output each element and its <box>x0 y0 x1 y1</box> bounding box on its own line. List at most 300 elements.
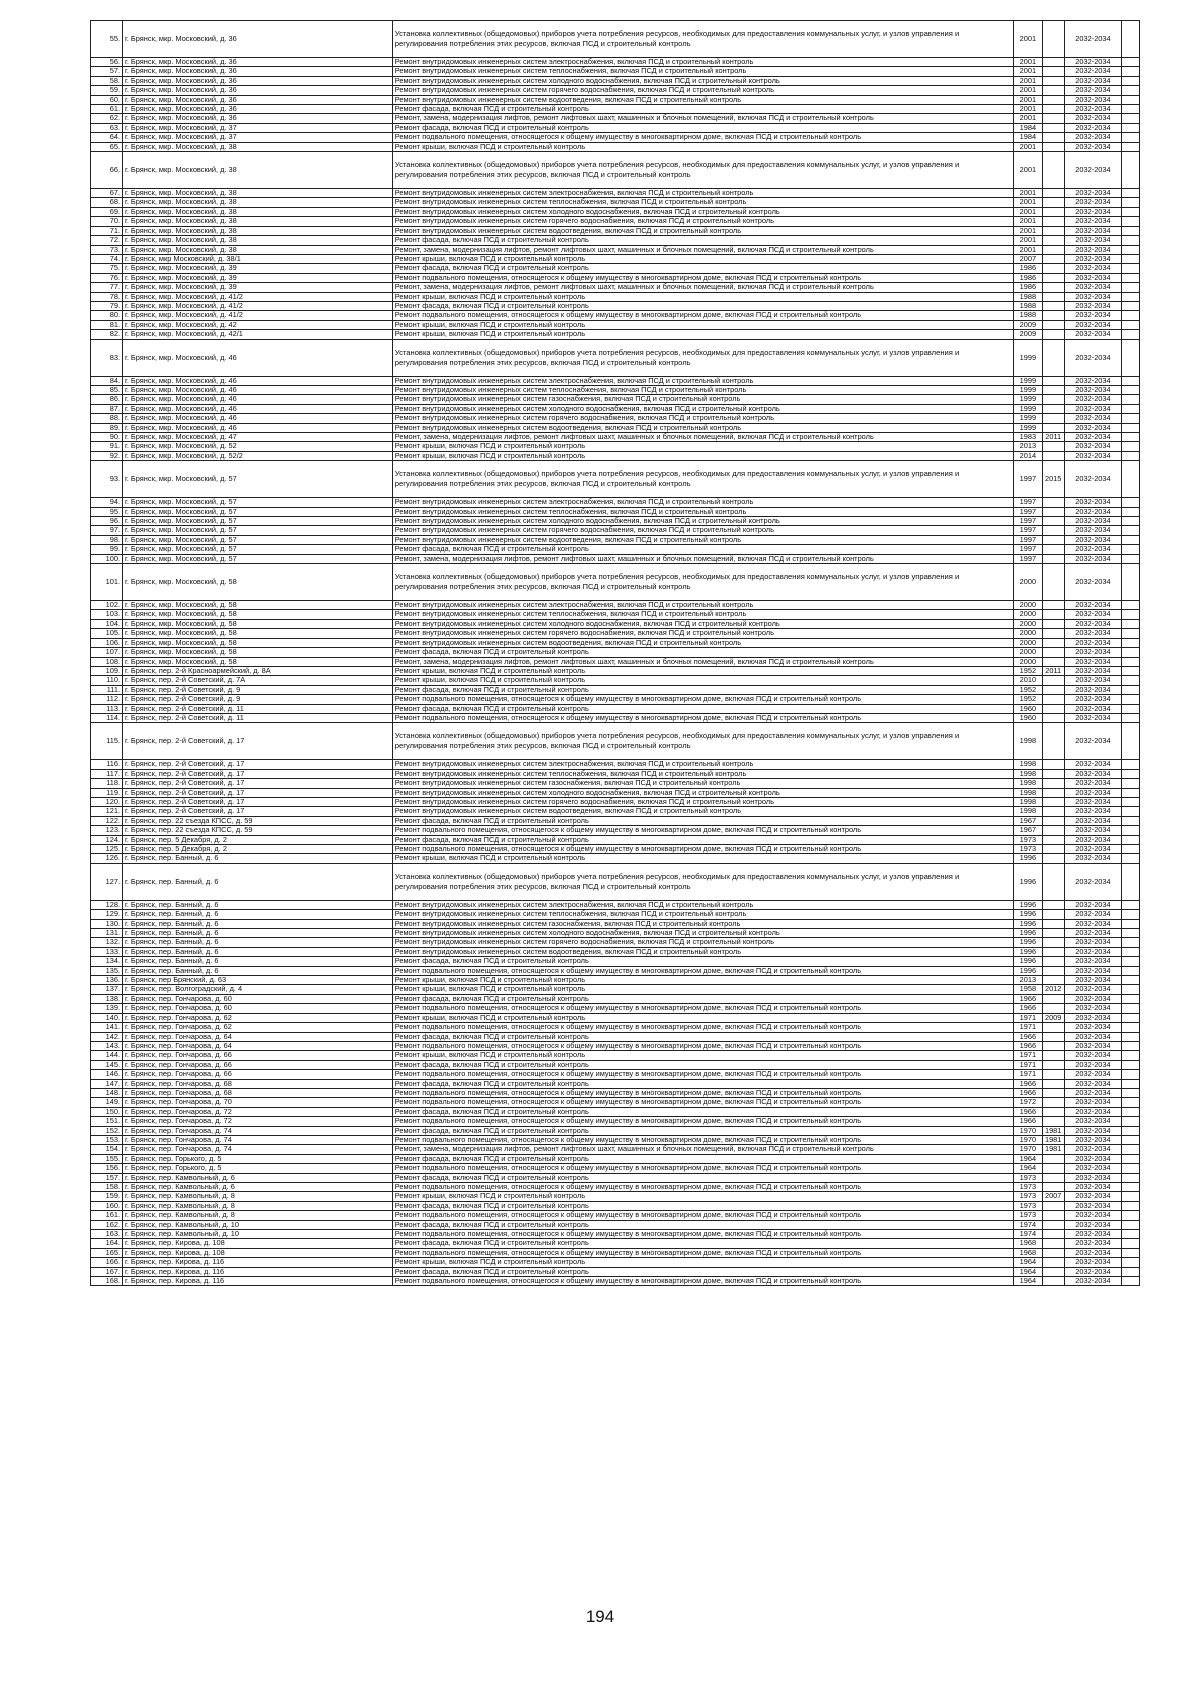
work-type-cell: Ремонт подвального помещения, относящегося к общему имуществу в многоквартирном доме, включая ПСД и строительный контроль <box>392 311 1013 320</box>
last-repair-year-cell <box>1042 966 1064 975</box>
empty-cell <box>1122 152 1140 189</box>
repair-program-table-sheet <box>90 20 1140 1286</box>
work-type-cell: Установка коллективных (общедомовых) приборов учета потребления ресурсов, необходимых для предоставления коммунальных услуг, и узлов управления и регулирования потребления этих ресурсов, включая ПСД и строительный контроль <box>392 152 1013 189</box>
commissioning-year-cell: 1998 <box>1013 779 1042 788</box>
commissioning-year-cell: 1986 <box>1013 283 1042 292</box>
last-repair-year-cell <box>1042 1051 1064 1060</box>
row-number: 115. <box>91 723 123 760</box>
table-row <box>91 245 1140 254</box>
last-repair-year-cell <box>1042 545 1064 554</box>
table-row <box>91 629 1140 638</box>
last-repair-year-cell <box>1042 554 1064 563</box>
commissioning-year-cell: 1972 <box>1013 1098 1042 1107</box>
planned-period-cell: 2032-2034 <box>1064 760 1122 769</box>
empty-cell <box>1122 189 1140 198</box>
commissioning-year-cell: 1988 <box>1013 301 1042 310</box>
row-number: 70. <box>91 217 123 226</box>
table-row <box>91 676 1140 685</box>
planned-period-cell: 2032-2034 <box>1064 1145 1122 1154</box>
address-cell: г. Брянск, пер. 2-й Советский, д. 17 <box>123 769 393 778</box>
empty-cell <box>1122 301 1140 310</box>
address-cell: г. Брянск, мкр. Московский, д. 58 <box>123 648 393 657</box>
last-repair-year-cell <box>1042 601 1064 610</box>
empty-cell <box>1122 526 1140 535</box>
address-cell: г. Брянск, пер. Гончарова, д. 70 <box>123 1098 393 1107</box>
address-cell: г. Брянск, мкр. Московский, д. 36 <box>123 86 393 95</box>
row-number: 167. <box>91 1267 123 1276</box>
last-repair-year-cell <box>1042 114 1064 123</box>
commissioning-year-cell: 1966 <box>1013 1088 1042 1097</box>
empty-cell <box>1122 254 1140 263</box>
empty-cell <box>1122 273 1140 282</box>
empty-cell <box>1122 985 1140 994</box>
row-number: 91. <box>91 442 123 451</box>
table-row <box>91 1079 1140 1088</box>
planned-period-cell: 2032-2034 <box>1064 957 1122 966</box>
last-repair-year-cell <box>1042 910 1064 919</box>
last-repair-year-cell <box>1042 1107 1064 1116</box>
last-repair-year-cell <box>1042 1248 1064 1257</box>
empty-cell <box>1122 835 1140 844</box>
work-type-cell: Ремонт фасада, включая ПСД и строительный контроль <box>392 835 1013 844</box>
table-row <box>91 105 1140 114</box>
planned-period-cell: 2032-2034 <box>1064 58 1122 67</box>
work-type-cell: Ремонт, замена, модернизация лифтов, ремонт лифтовых шахт, машинных и блочных помещений, включая ПСД и строительный контроль <box>392 283 1013 292</box>
commissioning-year-cell: 1952 <box>1013 666 1042 675</box>
last-repair-year-cell <box>1042 1004 1064 1013</box>
row-number: 118. <box>91 779 123 788</box>
last-repair-year-cell: 2015 <box>1042 461 1064 498</box>
commissioning-year-cell: 2001 <box>1013 217 1042 226</box>
planned-period-cell: 2032-2034 <box>1064 1041 1122 1050</box>
commissioning-year-cell: 1971 <box>1013 1051 1042 1060</box>
last-repair-year-cell <box>1042 414 1064 423</box>
work-type-cell: Ремонт внутридомовых инженерных систем холодного водоснабжения, включая ПСД и строительный контроль <box>392 404 1013 413</box>
last-repair-year-cell <box>1042 854 1064 863</box>
work-type-cell: Ремонт подвального помещения, относящегося к общему имуществу в многоквартирном доме, включая ПСД и строительный контроль <box>392 1211 1013 1220</box>
address-cell: г. Брянск, мкр. Московский, д. 57 <box>123 526 393 535</box>
last-repair-year-cell <box>1042 629 1064 638</box>
address-cell: г. Брянск, пер. Кирова, д. 108 <box>123 1239 393 1248</box>
empty-cell <box>1122 947 1140 956</box>
last-repair-year-cell <box>1042 1060 1064 1069</box>
empty-cell <box>1122 385 1140 394</box>
commissioning-year-cell: 2001 <box>1013 152 1042 189</box>
commissioning-year-cell: 1971 <box>1013 1013 1042 1022</box>
work-type-cell: Ремонт фасада, включая ПСД и строительный контроль <box>392 264 1013 273</box>
row-number: 127. <box>91 863 123 900</box>
address-cell: г. Брянск, мкр. Московский, д. 46 <box>123 395 393 404</box>
work-type-cell: Ремонт подвального помещения, относящегося к общему имуществу в многоквартирном доме, включая ПСД и строительный контроль <box>392 713 1013 722</box>
last-repair-year-cell <box>1042 1258 1064 1267</box>
empty-cell <box>1122 21 1140 58</box>
last-repair-year-cell <box>1042 835 1064 844</box>
empty-cell <box>1122 217 1140 226</box>
address-cell: г. Брянск, пер. Гончарова, д. 62 <box>123 1013 393 1022</box>
table-row <box>91 545 1140 554</box>
address-cell: г. Брянск, пер. 2-й Красноармейский, д. 8А <box>123 666 393 675</box>
row-number: 132. <box>91 938 123 947</box>
address-cell: г. Брянск, пер. 2-й Советский, д. 17 <box>123 760 393 769</box>
work-type-cell: Ремонт, замена, модернизация лифтов, ремонт лифтовых шахт, машинных и блочных помещений, включая ПСД и строительный контроль <box>392 114 1013 123</box>
last-repair-year-cell <box>1042 245 1064 254</box>
row-number: 148. <box>91 1088 123 1097</box>
planned-period-cell: 2032-2034 <box>1064 395 1122 404</box>
planned-period-cell: 2032-2034 <box>1064 966 1122 975</box>
planned-period-cell: 2032-2034 <box>1064 713 1122 722</box>
table-row <box>91 1248 1140 1257</box>
table-row <box>91 1107 1140 1116</box>
last-repair-year-cell <box>1042 142 1064 151</box>
planned-period-cell: 2032-2034 <box>1064 507 1122 516</box>
address-cell: г. Брянск, мкр. Московский, д. 57 <box>123 507 393 516</box>
address-cell: г. Брянск, мкр. Московский, д. 36 <box>123 76 393 85</box>
commissioning-year-cell: 1971 <box>1013 1023 1042 1032</box>
address-cell: г. Брянск, мкр. Московский, д. 41/2 <box>123 292 393 301</box>
table-row <box>91 845 1140 854</box>
last-repair-year-cell <box>1042 1098 1064 1107</box>
table-row <box>91 1060 1140 1069</box>
commissioning-year-cell: 1996 <box>1013 854 1042 863</box>
address-cell: г. Брянск, пер. Банный, д. 6 <box>123 919 393 928</box>
work-type-cell: Ремонт, замена, модернизация лифтов, ремонт лифтовых шахт, машинных и блочных помещений, включая ПСД и строительный контроль <box>392 554 1013 563</box>
empty-cell <box>1122 236 1140 245</box>
last-repair-year-cell <box>1042 264 1064 273</box>
table-row <box>91 554 1140 563</box>
planned-period-cell: 2032-2034 <box>1064 657 1122 666</box>
last-repair-year-cell <box>1042 797 1064 806</box>
commissioning-year-cell: 1966 <box>1013 1041 1042 1050</box>
planned-period-cell: 2032-2034 <box>1064 423 1122 432</box>
table-row <box>91 1183 1140 1192</box>
planned-period-cell: 2032-2034 <box>1064 1201 1122 1210</box>
address-cell: г. Брянск, пер. Гончарова, д. 68 <box>123 1079 393 1088</box>
table-row <box>91 301 1140 310</box>
work-type-cell: Ремонт подвального помещения, относящегося к общему имуществу в многоквартирном доме, включая ПСД и строительный контроль <box>392 273 1013 282</box>
commissioning-year-cell: 1998 <box>1013 797 1042 806</box>
table-row <box>91 123 1140 132</box>
address-cell: г. Брянск, мкр. Московский, д. 38 <box>123 189 393 198</box>
table-row <box>91 666 1140 675</box>
address-cell: г. Брянск, пер. Гончарова, д. 74 <box>123 1145 393 1154</box>
table-row <box>91 1013 1140 1022</box>
row-number: 61. <box>91 105 123 114</box>
last-repair-year-cell <box>1042 1211 1064 1220</box>
row-number: 87. <box>91 404 123 413</box>
row-number: 69. <box>91 207 123 216</box>
table-row <box>91 58 1140 67</box>
empty-cell <box>1122 1023 1140 1032</box>
row-number: 106. <box>91 638 123 647</box>
last-repair-year-cell <box>1042 769 1064 778</box>
last-repair-year-cell <box>1042 423 1064 432</box>
commissioning-year-cell: 2001 <box>1013 198 1042 207</box>
empty-cell <box>1122 395 1140 404</box>
work-type-cell: Ремонт внутридомовых инженерных систем электроснабжения, включая ПСД и строительный контроль <box>392 601 1013 610</box>
commissioning-year-cell: 1952 <box>1013 695 1042 704</box>
work-type-cell: Ремонт внутридомовых инженерных систем электроснабжения, включая ПСД и строительный контроль <box>392 760 1013 769</box>
commissioning-year-cell: 2000 <box>1013 629 1042 638</box>
last-repair-year-cell <box>1042 685 1064 694</box>
address-cell: г. Брянск, мкр. Московский, д. 47 <box>123 433 393 442</box>
last-repair-year-cell <box>1042 723 1064 760</box>
commissioning-year-cell: 1986 <box>1013 273 1042 282</box>
table-row <box>91 797 1140 806</box>
row-number: 152. <box>91 1126 123 1135</box>
table-row <box>91 1267 1140 1276</box>
address-cell: г. Брянск, пер. 2-й Советский, д. 17 <box>123 723 393 760</box>
commissioning-year-cell: 2001 <box>1013 226 1042 235</box>
address-cell: г. Брянск, мкр. Московский, д. 58 <box>123 610 393 619</box>
last-repair-year-cell <box>1042 938 1064 947</box>
empty-cell <box>1122 226 1140 235</box>
commissioning-year-cell: 1997 <box>1013 535 1042 544</box>
empty-cell <box>1122 685 1140 694</box>
table-row <box>91 779 1140 788</box>
planned-period-cell: 2032-2034 <box>1064 376 1122 385</box>
table-row <box>91 320 1140 329</box>
last-repair-year-cell <box>1042 535 1064 544</box>
last-repair-year-cell <box>1042 207 1064 216</box>
commissioning-year-cell: 1960 <box>1013 713 1042 722</box>
last-repair-year-cell: 1981 <box>1042 1135 1064 1144</box>
table-row <box>91 67 1140 76</box>
empty-cell <box>1122 1211 1140 1220</box>
empty-cell <box>1122 1032 1140 1041</box>
address-cell: г. Брянск, мкр. Московский, д. 38 <box>123 152 393 189</box>
row-number: 128. <box>91 900 123 909</box>
commissioning-year-cell: 1967 <box>1013 816 1042 825</box>
commissioning-year-cell: 2001 <box>1013 76 1042 85</box>
row-number: 62. <box>91 114 123 123</box>
work-type-cell: Ремонт внутридомовых инженерных систем газоснабжения, включая ПСД и строительный контроль <box>392 779 1013 788</box>
row-number: 147. <box>91 1079 123 1088</box>
empty-cell <box>1122 601 1140 610</box>
row-number: 110. <box>91 676 123 685</box>
address-cell: г. Брянск, мкр. Московский, д. 46 <box>123 339 393 376</box>
work-type-cell: Установка коллективных (общедомовых) приборов учета потребления ресурсов, необходимых для предоставления коммунальных услуг, и узлов управления и регулирования потребления этих ресурсов, включая ПСД и строительный контроль <box>392 723 1013 760</box>
commissioning-year-cell: 2000 <box>1013 610 1042 619</box>
work-type-cell: Ремонт фасада, включая ПСД и строительный контроль <box>392 957 1013 966</box>
planned-period-cell: 2032-2034 <box>1064 1107 1122 1116</box>
table-row <box>91 1220 1140 1229</box>
address-cell: г. Брянск, мкр. Московский, д. 38 <box>123 142 393 151</box>
table-row <box>91 929 1140 938</box>
table-row <box>91 423 1140 432</box>
work-type-cell: Ремонт крыши, включая ПСД и строительный контроль <box>392 442 1013 451</box>
address-cell: г. Брянск, мкр. Московский, д. 38 <box>123 217 393 226</box>
empty-cell <box>1122 1117 1140 1126</box>
planned-period-cell: 2032-2034 <box>1064 1164 1122 1173</box>
empty-cell <box>1122 994 1140 1003</box>
commissioning-year-cell: 1999 <box>1013 385 1042 394</box>
last-repair-year-cell <box>1042 900 1064 909</box>
work-type-cell: Установка коллективных (общедомовых) приборов учета потребления ресурсов, необходимых для предоставления коммунальных услуг, и узлов управления и регулирования потребления этих ресурсов, включая ПСД и строительный контроль <box>392 461 1013 498</box>
planned-period-cell: 2032-2034 <box>1064 769 1122 778</box>
address-cell: г. Брянск, мкр. Московский, д. 58 <box>123 564 393 601</box>
empty-cell <box>1122 67 1140 76</box>
empty-cell <box>1122 1239 1140 1248</box>
work-type-cell: Ремонт подвального помещения, относящегося к общему имуществу в многоквартирном доме, включая ПСД и строительный контроль <box>392 1277 1013 1286</box>
table-row <box>91 1070 1140 1079</box>
commissioning-year-cell: 1952 <box>1013 685 1042 694</box>
empty-cell <box>1122 1088 1140 1097</box>
empty-cell <box>1122 507 1140 516</box>
planned-period-cell: 2032-2034 <box>1064 854 1122 863</box>
address-cell: г. Брянск, пер. 2-й Советский, д. 9 <box>123 695 393 704</box>
work-type-cell: Ремонт подвального помещения, относящегося к общему имуществу в многоквартирном доме, включая ПСД и строительный контроль <box>392 1004 1013 1013</box>
address-cell: г. Брянск, пер. 2-й Советский, д. 11 <box>123 704 393 713</box>
row-number: 68. <box>91 198 123 207</box>
planned-period-cell: 2032-2034 <box>1064 1098 1122 1107</box>
work-type-cell: Ремонт подвального помещения, относящегося к общему имуществу в многоквартирном доме, включая ПСД и строительный контроль <box>392 1135 1013 1144</box>
empty-cell <box>1122 245 1140 254</box>
empty-cell <box>1122 638 1140 647</box>
commissioning-year-cell: 1996 <box>1013 910 1042 919</box>
planned-period-cell: 2032-2034 <box>1064 526 1122 535</box>
last-repair-year-cell <box>1042 1277 1064 1286</box>
row-number: 121. <box>91 807 123 816</box>
last-repair-year-cell <box>1042 58 1064 67</box>
planned-period-cell: 2032-2034 <box>1064 67 1122 76</box>
planned-period-cell: 2032-2034 <box>1064 385 1122 394</box>
last-repair-year-cell <box>1042 648 1064 657</box>
row-number: 58. <box>91 76 123 85</box>
empty-cell <box>1122 264 1140 273</box>
work-type-cell: Ремонт внутридомовых инженерных систем теплоснабжения, включая ПСД и строительный контроль <box>392 67 1013 76</box>
table-row <box>91 788 1140 797</box>
planned-period-cell: 2032-2034 <box>1064 1192 1122 1201</box>
address-cell: г. Брянск, пер. Кирова, д. 116 <box>123 1277 393 1286</box>
planned-period-cell: 2032-2034 <box>1064 1248 1122 1257</box>
table-row <box>91 713 1140 722</box>
commissioning-year-cell: 1997 <box>1013 498 1042 507</box>
work-type-cell: Ремонт внутридомовых инженерных систем электроснабжения, включая ПСД и строительный контроль <box>392 189 1013 198</box>
address-cell: г. Брянск, мкр. Московский, д. 52/2 <box>123 451 393 460</box>
table-body <box>91 21 1140 1286</box>
table-row <box>91 610 1140 619</box>
empty-cell <box>1122 207 1140 216</box>
table-row <box>91 1004 1140 1013</box>
planned-period-cell: 2032-2034 <box>1064 947 1122 956</box>
empty-cell <box>1122 95 1140 104</box>
work-type-cell: Ремонт подвального помещения, относящегося к общему имуществу в многоквартирном доме, включая ПСД и строительный контроль <box>392 1088 1013 1097</box>
table-row <box>91 835 1140 844</box>
planned-period-cell: 2032-2034 <box>1064 797 1122 806</box>
planned-period-cell: 2032-2034 <box>1064 264 1122 273</box>
empty-cell <box>1122 966 1140 975</box>
last-repair-year-cell <box>1042 695 1064 704</box>
planned-period-cell: 2032-2034 <box>1064 1070 1122 1079</box>
commissioning-year-cell: 1999 <box>1013 423 1042 432</box>
address-cell: г. Брянск, мкр. Московский, д. 42 <box>123 320 393 329</box>
planned-period-cell: 2032-2034 <box>1064 189 1122 198</box>
planned-period-cell: 2032-2034 <box>1064 442 1122 451</box>
work-type-cell: Ремонт внутридомовых инженерных систем теплоснабжения, включая ПСД и строительный контроль <box>392 385 1013 394</box>
work-type-cell: Ремонт подвального помещения, относящегося к общему имуществу в многоквартирном доме, включая ПСД и строительный контроль <box>392 826 1013 835</box>
work-type-cell: Ремонт подвального помещения, относящегося к общему имуществу в многоквартирном доме, включая ПСД и строительный контроль <box>392 1023 1013 1032</box>
last-repair-year-cell <box>1042 198 1064 207</box>
commissioning-year-cell: 1973 <box>1013 1183 1042 1192</box>
table-row <box>91 1023 1140 1032</box>
row-number: 105. <box>91 629 123 638</box>
row-number: 86. <box>91 395 123 404</box>
planned-period-cell: 2032-2034 <box>1064 863 1122 900</box>
row-number: 73. <box>91 245 123 254</box>
planned-period-cell: 2032-2034 <box>1064 1258 1122 1267</box>
commissioning-year-cell: 1966 <box>1013 1079 1042 1088</box>
table-row <box>91 114 1140 123</box>
last-repair-year-cell <box>1042 311 1064 320</box>
row-number: 138. <box>91 994 123 1003</box>
planned-period-cell: 2032-2034 <box>1064 676 1122 685</box>
planned-period-cell: 2032-2034 <box>1064 685 1122 694</box>
last-repair-year-cell <box>1042 217 1064 226</box>
last-repair-year-cell <box>1042 619 1064 628</box>
row-number: 162. <box>91 1220 123 1229</box>
work-type-cell: Ремонт внутридомовых инженерных систем теплоснабжения, включая ПСД и строительный контроль <box>392 507 1013 516</box>
address-cell: г. Брянск, пер Брянский, д. 63 <box>123 976 393 985</box>
row-number: 104. <box>91 619 123 628</box>
address-cell: г. Брянск, пер. Гончарова, д. 60 <box>123 994 393 1003</box>
address-cell: г. Брянск, пер. Банный, д. 6 <box>123 910 393 919</box>
work-type-cell: Ремонт внутридомовых инженерных систем электроснабжения, включая ПСД и строительный контроль <box>392 498 1013 507</box>
row-number: 133. <box>91 947 123 956</box>
planned-period-cell: 2032-2034 <box>1064 236 1122 245</box>
table-row <box>91 517 1140 526</box>
row-number: 168. <box>91 1277 123 1286</box>
last-repair-year-cell <box>1042 395 1064 404</box>
row-number: 116. <box>91 760 123 769</box>
row-number: 145. <box>91 1060 123 1069</box>
work-type-cell: Ремонт крыши, включая ПСД и строительный контроль <box>392 320 1013 329</box>
planned-period-cell: 2032-2034 <box>1064 311 1122 320</box>
address-cell: г. Брянск, пер. Гончарова, д. 74 <box>123 1135 393 1144</box>
empty-cell <box>1122 1201 1140 1210</box>
work-type-cell: Ремонт крыши, включая ПСД и строительный контроль <box>392 254 1013 263</box>
empty-cell <box>1122 404 1140 413</box>
table-row <box>91 910 1140 919</box>
table-row <box>91 619 1140 628</box>
address-cell: г. Брянск, пер. Гончарова, д. 66 <box>123 1070 393 1079</box>
table-row <box>91 564 1140 601</box>
last-repair-year-cell <box>1042 404 1064 413</box>
table-row <box>91 657 1140 666</box>
row-number: 57. <box>91 67 123 76</box>
address-cell: г. Брянск, пер. 2-й Советский, д. 9 <box>123 685 393 694</box>
work-type-cell: Ремонт крыши, включая ПСД и строительный контроль <box>392 976 1013 985</box>
address-cell: г. Брянск, мкр. Московский, д. 52 <box>123 442 393 451</box>
address-cell: г. Брянск, мкр. Московский, д. 46 <box>123 404 393 413</box>
row-number: 90. <box>91 433 123 442</box>
address-cell: г. Брянск, пер. 2-й Советский, д. 17 <box>123 788 393 797</box>
last-repair-year-cell <box>1042 1183 1064 1192</box>
empty-cell <box>1122 1164 1140 1173</box>
table-row <box>91 1032 1140 1041</box>
commissioning-year-cell: 1999 <box>1013 404 1042 413</box>
last-repair-year-cell <box>1042 760 1064 769</box>
planned-period-cell: 2032-2034 <box>1064 320 1122 329</box>
table-row <box>91 142 1140 151</box>
commissioning-year-cell: 1996 <box>1013 929 1042 938</box>
work-type-cell: Ремонт фасада, включая ПСД и строительный контроль <box>392 123 1013 132</box>
work-type-cell: Ремонт фасада, включая ПСД и строительный контроль <box>392 545 1013 554</box>
last-repair-year-cell <box>1042 1267 1064 1276</box>
table-row <box>91 311 1140 320</box>
work-type-cell: Ремонт подвального помещения, относящегося к общему имуществу в многоквартирном доме, включая ПСД и строительный контроль <box>392 1041 1013 1050</box>
empty-cell <box>1122 1126 1140 1135</box>
commissioning-year-cell: 1970 <box>1013 1145 1042 1154</box>
